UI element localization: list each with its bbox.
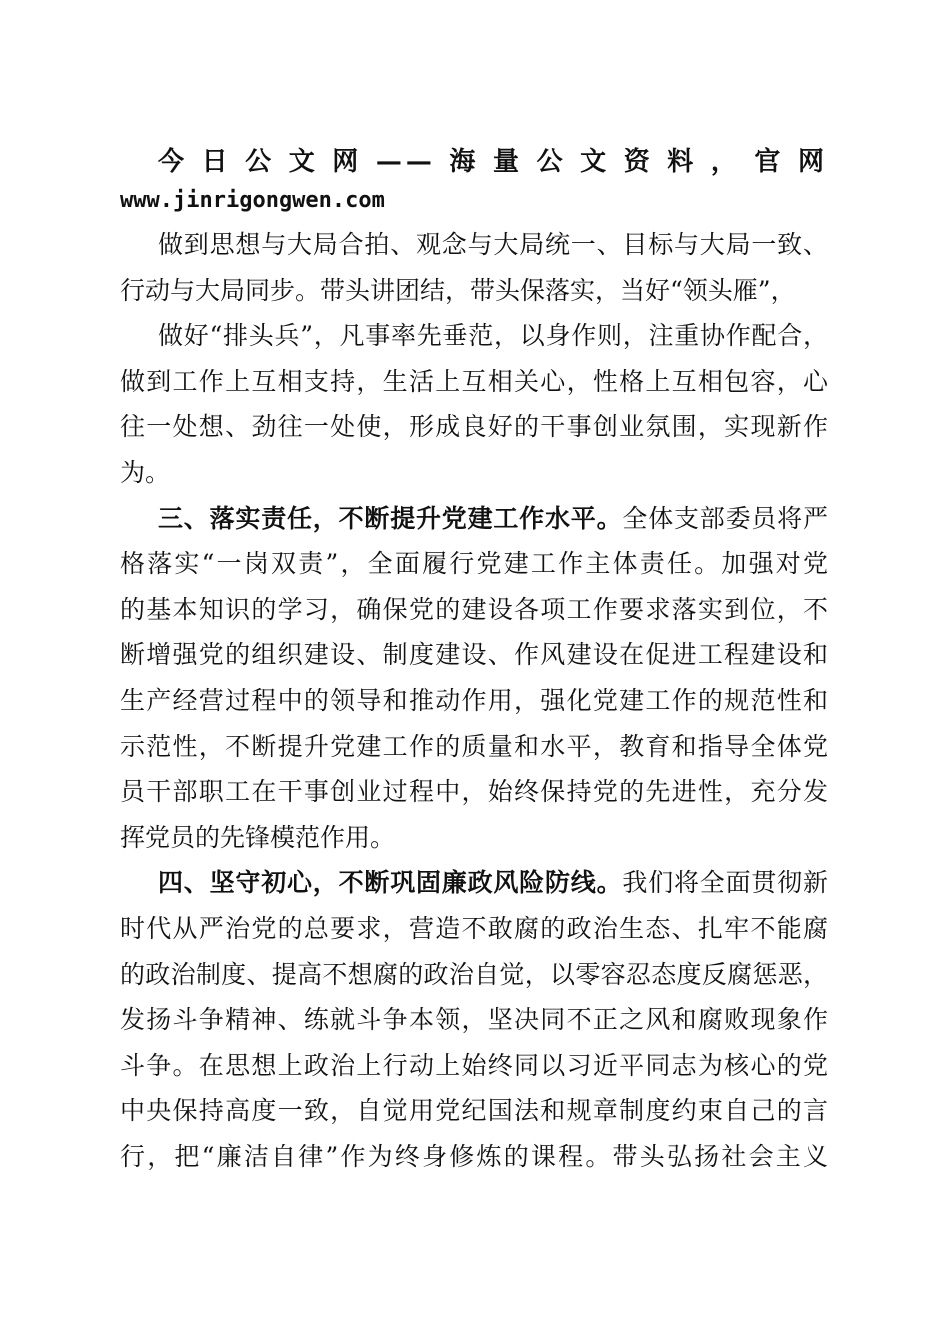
paragraph-line: 发扬斗争精神、练就斗争本领，坚决同不正之风和腐败现象作 [120,1005,828,1035]
paragraph-text: 我们将全面贯彻新 [622,868,828,898]
document-body [120,138,828,1179]
paragraph-2 [120,313,828,495]
site-title: 今日公文网——海量公文资料，官网 [158,147,828,177]
site-url: www.jinrigongwen.com [120,188,385,213]
paragraph-line: 时代从严治党的总要求，营造不敢腐的政治生态、扎牢不能腐 [120,913,828,943]
paragraph-line: 员干部职工在干事创业过程中，始终保持党的先进性，充分发 [120,777,828,807]
paragraph-line: 斗争。在思想上政治上行动上始终同以习近平同志为核心的党 [120,1050,828,1080]
section-heading-4: 四、坚守初心，不断巩固廉政风险防线。 [158,868,623,898]
paragraph-line: 往一处想、劲往一处使，形成良好的干事创业氛围，实现新作 [120,412,828,442]
paragraph-line: 做到工作上互相支持，生活上互相关心，性格上互相包容，心 [120,366,828,396]
paragraph-line: 中央保持高度一致，自觉用党纪国法和规章制度约束自己的言 [120,1096,828,1126]
paragraph-line: 的基本知识的学习，确保党的建设各项工作要求落实到位，不 [120,594,828,624]
paragraph-line: 行，把“廉洁自律”作为终身修炼的课程。带头弘扬社会主义 [120,1141,828,1171]
paragraph-line: 挥党员的先锋模范作用。 [120,822,396,852]
paragraph-line: 生产经营过程中的领导和推动作用，强化党建工作的规范性和 [120,685,828,715]
section-heading-3: 三、落实责任，不断提升党建工作水平。 [158,503,623,533]
paragraph-first-line [120,860,828,906]
paragraph-1 [120,222,828,313]
paragraph-line: 的政治制度、提高不想腐的政治自觉，以零容忍态度反腐惩恶， [120,959,828,989]
paragraph-line: 断增强党的组织建设、制度建设、作风建设在促进工程建设和 [120,640,828,670]
paragraph-line: 做到思想与大局合拍、观念与大局统一、目标与大局一致、 [158,230,828,259]
paragraph-3 [120,496,828,861]
paragraph-line: 为。 [120,457,171,487]
paragraph-line: 行动与大局同步。带头讲团结，带头保落实，当好“领头雁”， [120,275,796,305]
paragraph-line: 做好“排头兵”，凡事率先垂范，以身作则，注重协作配合， [158,321,828,351]
paragraph-line: 示范性，不断提升党建工作的质量和水平，教育和指导全体党 [120,731,828,761]
paragraph-text: 全体支部委员将严 [622,503,828,533]
paragraph-4 [120,860,828,1179]
paragraph-first-line [120,496,828,542]
paragraph-line: 格落实“一岗双责”，全面履行党建工作主体责任。加强对党 [120,549,828,579]
